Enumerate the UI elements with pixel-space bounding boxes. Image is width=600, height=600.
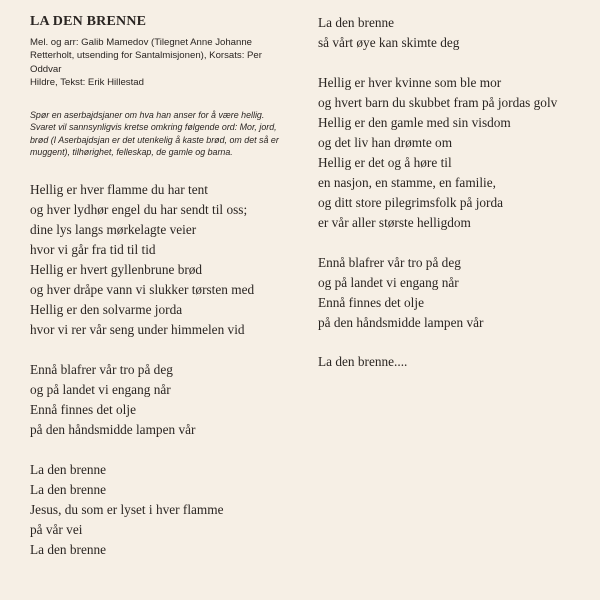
chorus-1 (30, 460, 292, 560)
chorus-2 (318, 352, 588, 372)
lyric-line: La den brenne (318, 15, 395, 30)
song-credits (30, 36, 292, 90)
intro-line: Spør en aserbajdsjaner om hva han anser for å være hellig. (30, 109, 265, 120)
lyric-line: på vår vei (30, 522, 83, 537)
lyric-line: Ennå blafrer vår tro på deg (30, 362, 173, 377)
lyric-line: Jesus, du som er lyset i hver flamme (30, 502, 224, 517)
lyric-line: er vår aller største helligdom (318, 215, 471, 230)
intro-line: brød (I Aserbajdsjan er det utenkelig å kaste brød, om det så er (30, 134, 279, 145)
lyric-line: Hellig er det og å høre til (318, 155, 452, 170)
credits-line: Mel. og arr: Galib Mamedov (Tilegnet Anne Johanne (30, 37, 253, 48)
lyric-line: Ennå finnes det olje (30, 402, 136, 417)
song-title: LA DEN BRENNE (30, 14, 147, 29)
lyric-line: og hver lydhør engel du har sendt til oss; (30, 202, 248, 217)
left-column (30, 13, 292, 560)
lyric-line: Ennå blafrer vår tro på deg (318, 255, 461, 270)
lyric-line: og på landet vi engang når (30, 382, 171, 397)
lyric-line: La den brenne.... (318, 354, 408, 369)
intro-line: muggent), tilhørighet, felleskap, de gamle og barna. (30, 147, 233, 158)
intro-line: Svaret vil sannsynligvis kretse omkring følgende ord: Mor, jord, (30, 122, 277, 133)
lyric-line: hvor vi rer vår seng under himmelen vid (30, 322, 245, 337)
lyric-line: og det liv han drømte om (318, 135, 453, 150)
lyric-line: og hver dråpe vann vi slukker tørsten med (30, 282, 255, 297)
song-intro (30, 109, 292, 159)
lyric-line: hvor vi går fra tid til tid (30, 242, 156, 257)
credits-line: Retterholt, utsending for Santalmisjonen), Korsats: Per Oddvar (30, 50, 262, 75)
pre-chorus-2 (318, 253, 588, 333)
lyric-line: og hvert barn du skubbet fram på jordas golv (318, 95, 558, 110)
lyric-line: så vårt øye kan skimte deg (318, 35, 460, 50)
lyric-line: Hellig er den gamle med sin visdom (318, 115, 511, 130)
lyric-line: La den brenne (30, 462, 107, 477)
pre-chorus-1 (30, 360, 292, 440)
lyric-line: på den håndsmidde lampen vår (30, 422, 196, 437)
credits-line: Hildre, Tekst: Erik Hillestad (30, 77, 144, 89)
lyric-line: på den håndsmidde lampen vår (318, 315, 484, 330)
lyric-line: dine lys langs mørkelagte veier (30, 222, 197, 237)
lyric-line: Hellig er hver kvinne som ble mor (318, 75, 502, 90)
lyric-line: og ditt store pilegrimsfolk på jorda (318, 195, 504, 210)
verse-2 (318, 73, 588, 233)
lyric-line: og på landet vi engang når (318, 275, 459, 290)
right-column (318, 13, 588, 372)
lyric-line: La den brenne (30, 482, 107, 497)
lyric-line: en nasjon, en stamme, en familie, (318, 175, 496, 190)
lyric-line: Ennå finnes det olje (318, 295, 424, 310)
chorus-1-continued (318, 13, 588, 53)
lyric-line: La den brenne (30, 542, 107, 557)
lyric-line: Hellig er hvert gyllenbrune brød (30, 262, 203, 277)
lyric-line: Hellig er hver flamme du har tent (30, 182, 208, 197)
verse-1 (30, 180, 292, 340)
lyric-line: Hellig er den solvarme jorda (30, 302, 183, 317)
